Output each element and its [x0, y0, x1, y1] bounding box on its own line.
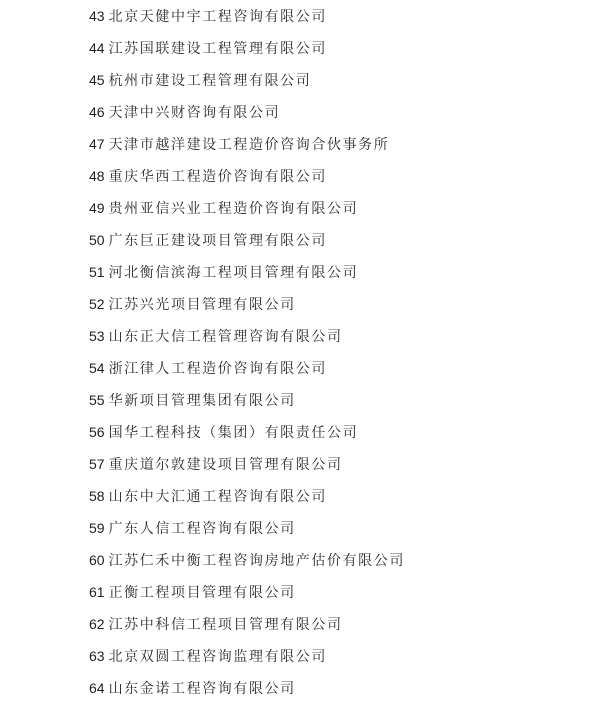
item-number: 64 — [89, 680, 105, 696]
item-number: 62 — [89, 616, 105, 632]
company-name: 华新项目管理集团有限公司 — [108, 393, 296, 409]
company-name: 天津市越洋建设工程造价咨询合伙事务所 — [108, 137, 390, 153]
company-name: 重庆道尔敦建设项目管理有限公司 — [108, 457, 343, 473]
item-number: 46 — [89, 104, 105, 120]
company-name: 山东金诺工程咨询有限公司 — [108, 681, 296, 697]
item-number: 47 — [89, 136, 105, 152]
item-number: 52 — [89, 296, 105, 312]
item-number: 51 — [89, 264, 105, 280]
list-item — [89, 196, 405, 228]
item-number: 61 — [89, 584, 105, 600]
item-number: 50 — [89, 232, 105, 248]
company-name: 重庆华西工程造价咨询有限公司 — [108, 169, 327, 185]
company-name: 江苏仁禾中衡工程咨询房地产估价有限公司 — [108, 553, 405, 569]
company-name: 天津中兴财咨询有限公司 — [108, 105, 281, 121]
item-number: 53 — [89, 328, 105, 344]
item-number: 43 — [89, 8, 105, 24]
company-name: 广东人信工程咨询有限公司 — [108, 521, 296, 537]
list-item — [89, 164, 405, 196]
list-item — [89, 580, 405, 612]
item-number: 45 — [89, 72, 105, 88]
list-item — [89, 292, 405, 324]
list-item — [89, 676, 405, 708]
list-item — [89, 516, 405, 548]
list-item — [89, 4, 405, 36]
list-item — [89, 452, 405, 484]
item-number: 48 — [89, 168, 105, 184]
company-name: 北京天健中宇工程咨询有限公司 — [108, 9, 327, 25]
item-number: 60 — [89, 552, 105, 568]
company-name: 国华工程科技（集团）有限责任公司 — [108, 425, 359, 441]
company-name: 贵州亚信兴业工程造价咨询有限公司 — [108, 201, 359, 217]
company-name: 正衡工程项目管理有限公司 — [108, 585, 296, 601]
company-name: 山东中大汇通工程咨询有限公司 — [108, 489, 327, 505]
list-item — [89, 324, 405, 356]
list-item — [89, 388, 405, 420]
list-item — [89, 484, 405, 516]
item-number: 49 — [89, 200, 105, 216]
list-item — [89, 548, 405, 580]
company-name: 江苏兴光项目管理有限公司 — [108, 297, 296, 313]
list-item — [89, 100, 405, 132]
item-number: 59 — [89, 520, 105, 536]
item-number: 54 — [89, 360, 105, 376]
list-item — [89, 420, 405, 452]
company-name: 江苏国联建设工程管理有限公司 — [108, 41, 327, 57]
list-item — [89, 36, 405, 68]
item-number: 57 — [89, 456, 105, 472]
list-item — [89, 228, 405, 260]
item-number: 63 — [89, 648, 105, 664]
item-number: 44 — [89, 40, 105, 56]
list-item — [89, 612, 405, 644]
company-name: 江苏中科信工程项目管理有限公司 — [108, 617, 343, 633]
list-item — [89, 644, 405, 676]
company-name: 杭州市建设工程管理有限公司 — [108, 73, 312, 89]
company-list — [89, 4, 405, 708]
company-name: 广东巨正建设项目管理有限公司 — [108, 233, 327, 249]
company-name: 河北衡信滨海工程项目管理有限公司 — [108, 265, 359, 281]
list-item — [89, 356, 405, 388]
list-item — [89, 260, 405, 292]
company-name: 浙江律人工程造价咨询有限公司 — [108, 361, 327, 377]
company-name: 山东正大信工程管理咨询有限公司 — [108, 329, 343, 345]
list-item — [89, 132, 405, 164]
list-item — [89, 68, 405, 100]
item-number: 55 — [89, 392, 105, 408]
company-name: 北京双圆工程咨询监理有限公司 — [108, 649, 327, 665]
item-number: 58 — [89, 488, 105, 504]
item-number: 56 — [89, 424, 105, 440]
